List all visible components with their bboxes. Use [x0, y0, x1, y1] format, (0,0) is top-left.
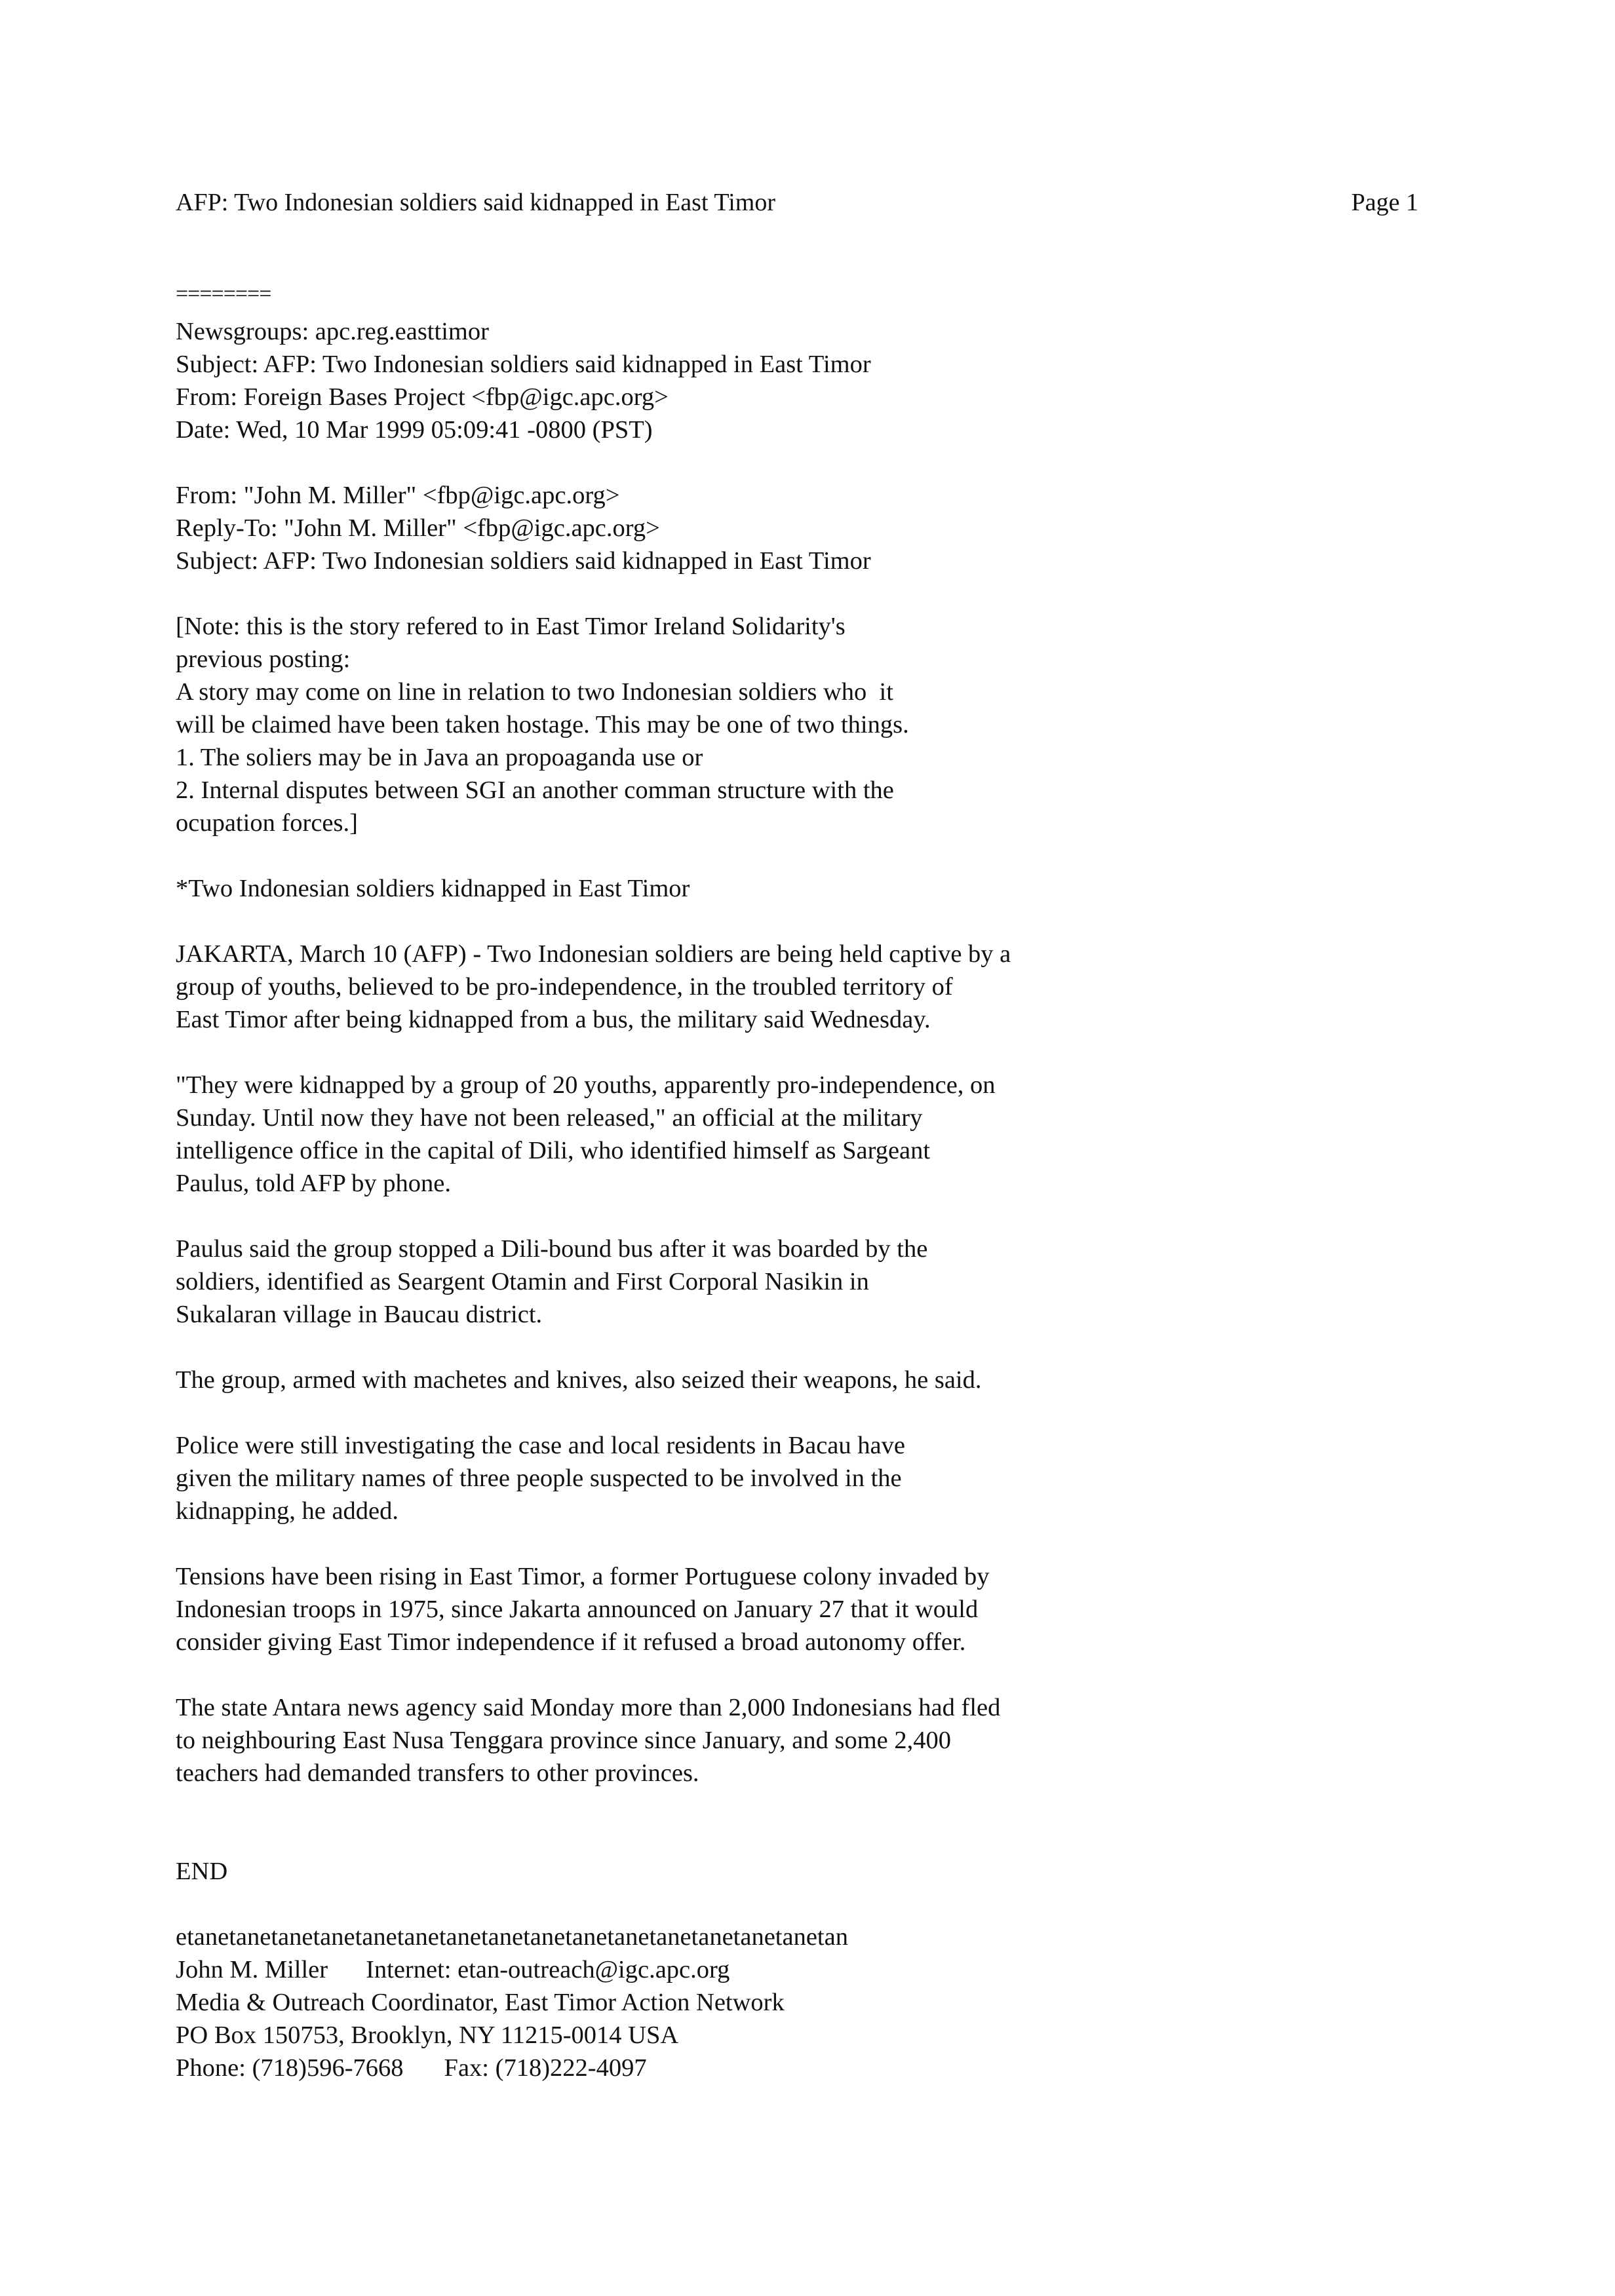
signature-contact-row	[176, 2052, 1159, 2084]
paragraph-line: The state Antara news agency said Monday more than 2,000 Indonesians had fled	[176, 1694, 1001, 1721]
signature-banner: etanetanetanetanetanetanetanetanetanetanetanetanetanetanetanetan	[176, 1923, 848, 1951]
mail-header-from: From: "John M. Miller" <fbp@igc.apc.org>	[176, 482, 620, 509]
note-line: previous posting:	[176, 645, 351, 673]
separator-text: ========	[176, 282, 271, 306]
email-body	[176, 315, 1159, 2084]
signature-name: John M. Miller	[176, 1956, 328, 1983]
signature-address: PO Box 150753, Brooklyn, NY 11215-0014 USA	[176, 2021, 679, 2049]
paragraph-line: consider giving East Timor independence if it refused a broad autonomy offer.	[176, 1628, 966, 1656]
paragraph-line: Police were still investigating the case and local residents in Bacau have	[176, 1432, 905, 1459]
article-paragraph	[176, 1691, 1159, 1789]
editor-note	[176, 610, 1159, 839]
signature-name-row	[176, 1953, 1159, 1986]
page-number: Page 1	[1351, 189, 1418, 216]
signature-fax: Fax: (718)222-4097	[444, 2054, 647, 2082]
article-paragraph	[176, 1364, 1159, 1396]
paragraph-line: Sunday. Until now they have not been released," an official at the military	[176, 1104, 923, 1132]
paragraph-line: Indonesian troops in 1975, since Jakarta announced on January 27 that it would	[176, 1596, 979, 1623]
header-newsgroups: Newsgroups: apc.reg.easttimor	[176, 318, 489, 345]
paragraph-line: kidnapping, he added.	[176, 1497, 399, 1525]
article-paragraph	[176, 1429, 1159, 1527]
signature-block	[176, 1921, 1159, 2084]
header-subject: Subject: AFP: Two Indonesian soldiers said kidnapped in East Timor	[176, 351, 871, 378]
paragraph-line: given the military names of three people suspected to be involved in the	[176, 1464, 902, 1492]
separator-line	[176, 283, 271, 305]
mail-header-reply-to: Reply-To: "John M. Miller" <fbp@igc.apc.org>	[176, 514, 660, 542]
paragraph-line: intelligence office in the capital of Dili, who identified himself as Sargeant	[176, 1137, 931, 1164]
paragraph-line: teachers had demanded transfers to other provinces.	[176, 1759, 699, 1787]
newsgroup-headers	[176, 315, 1159, 446]
article-paragraph	[176, 1233, 1159, 1331]
header-date: Date: Wed, 10 Mar 1999 05:09:41 -0800 (PST)	[176, 416, 653, 444]
note-line: 1. The soliers may be in Java an propoaganda use or	[176, 744, 703, 771]
signature-role: Media & Outreach Coordinator, East Timor Action Network	[176, 1989, 785, 2016]
paragraph-line: Tensions have been rising in East Timor, a former Portuguese colony invaded by	[176, 1563, 990, 1590]
note-line: A story may come on line in relation to two Indonesian soldiers who it	[176, 678, 893, 706]
paragraph-line: Paulus said the group stopped a Dili-bound bus after it was boarded by the	[176, 1235, 928, 1263]
signature-internet: Internet: etan-outreach@igc.apc.org	[366, 1956, 730, 1983]
end-marker: END	[176, 1858, 228, 1885]
note-line: [Note: this is the story refered to in East Timor Ireland Solidarity's	[176, 613, 846, 640]
article-headline: *Two Indonesian soldiers kidnapped in East Timor	[176, 875, 690, 902]
paragraph-line: East Timor after being kidnapped from a bus, the military said Wednesday.	[176, 1006, 931, 1033]
paragraph-line: JAKARTA, March 10 (AFP) - Two Indonesian soldiers are being held captive by a	[176, 940, 1011, 968]
paragraph-line: to neighbouring East Nusa Tenggara province since January, and some 2,400	[176, 1727, 952, 1754]
paragraph-line: group of youths, believed to be pro-independence, in the troubled territory of	[176, 973, 953, 1001]
paragraph-line: Paulus, told AFP by phone.	[176, 1170, 451, 1197]
note-line: ocupation forces.]	[176, 809, 358, 837]
note-line: will be claimed have been taken hostage. This may be one of two things.	[176, 711, 909, 738]
article-paragraph	[176, 1560, 1159, 1658]
signature-phone: Phone: (718)596-7668	[176, 2054, 404, 2082]
mail-header-subject: Subject: AFP: Two Indonesian soldiers said kidnapped in East Timor	[176, 547, 871, 575]
header-from: From: Foreign Bases Project <fbp@igc.apc.org>	[176, 383, 669, 411]
page-header-title: AFP: Two Indonesian soldiers said kidnapped in East Timor	[176, 189, 775, 216]
article-paragraph	[176, 1069, 1159, 1200]
paragraph-line: The group, armed with machetes and knives, also seized their weapons, he said.	[176, 1366, 982, 1394]
paragraph-line: Sukalaran village in Baucau district.	[176, 1301, 543, 1328]
article-paragraph	[176, 938, 1159, 1036]
paragraph-line: "They were kidnapped by a group of 20 youths, apparently pro-independence, on	[176, 1071, 996, 1099]
paragraph-line: soldiers, identified as Seargent Otamin and First Corporal Nasikin in	[176, 1268, 869, 1295]
mail-headers	[176, 479, 1159, 577]
note-line: 2. Internal disputes between SGI an another comman structure with the	[176, 776, 894, 804]
